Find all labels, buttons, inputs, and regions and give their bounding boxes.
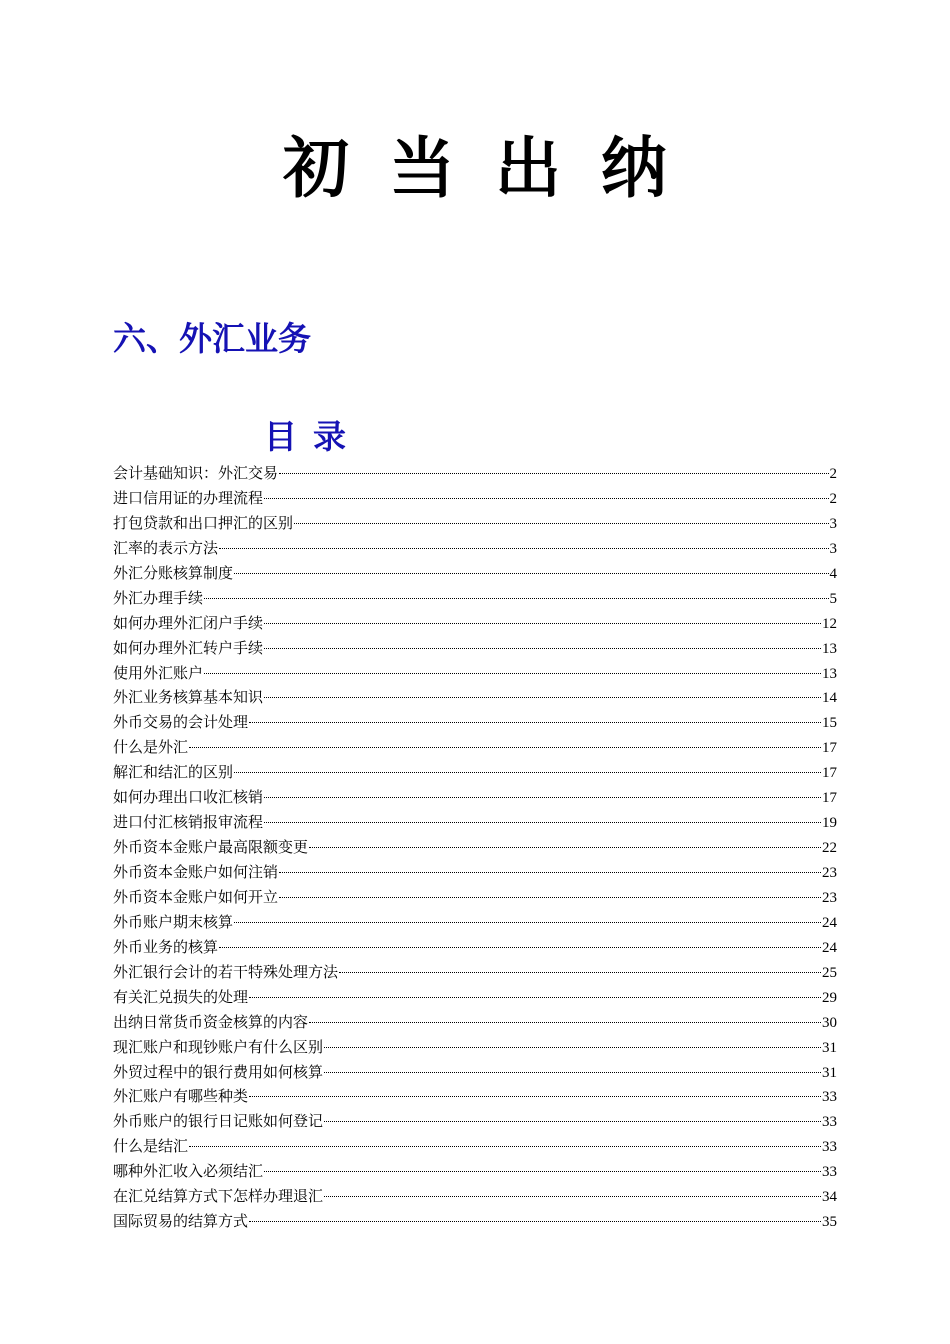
toc-entry[interactable] <box>113 536 837 561</box>
toc-entry-label: 外币资本金账户如何开立 <box>113 887 279 906</box>
toc-entry-label: 进口付汇核销报审流程 <box>113 813 264 832</box>
toc-entry[interactable] <box>113 885 837 910</box>
toc-entry-page-number: 4 <box>829 565 837 582</box>
toc-dot-leader <box>324 1121 821 1122</box>
toc-dot-leader <box>249 722 821 723</box>
toc-entry-page-number: 34 <box>822 1189 837 1206</box>
toc-entry-label: 外币账户的银行日记账如何登记 <box>113 1112 324 1131</box>
toc-dot-leader <box>264 1171 821 1172</box>
toc-entry[interactable] <box>113 611 837 636</box>
toc-entry-label: 外币交易的会计处理 <box>113 713 249 732</box>
toc-entry[interactable] <box>113 661 837 686</box>
toc-entry-label: 在汇兑结算方式下怎样办理退汇 <box>113 1187 324 1206</box>
toc-entry-label: 外汇办理手续 <box>113 588 204 607</box>
toc-dot-leader <box>249 997 821 998</box>
toc-entry-page-number: 33 <box>822 1139 837 1156</box>
toc-dot-leader <box>279 473 828 474</box>
toc-entry-page-number: 22 <box>822 840 837 857</box>
toc-entry-label: 哪种外汇收入必须结汇 <box>113 1162 264 1181</box>
toc-entry-page-number: 14 <box>822 690 837 707</box>
toc-dot-leader <box>234 772 821 773</box>
toc-dot-leader <box>189 747 821 748</box>
toc-entry-label: 外币业务的核算 <box>113 937 219 956</box>
toc-entry-page-number: 33 <box>822 1089 837 1106</box>
toc-entry-label: 现汇账户和现钞账户有什么区别 <box>113 1037 324 1056</box>
toc-entry-page-number: 23 <box>822 865 837 881</box>
toc-entry-page-number: 23 <box>822 889 837 906</box>
toc-dot-leader <box>264 623 821 624</box>
toc-entry[interactable] <box>113 1010 837 1035</box>
toc-entry-page-number: 2 <box>829 466 837 482</box>
toc-entry[interactable] <box>113 1060 837 1085</box>
toc-entry-page-number: 17 <box>822 790 837 807</box>
toc-entry[interactable] <box>113 1035 837 1060</box>
toc-entry-page-number: 5 <box>829 590 837 607</box>
section-heading: 六、外汇业务 <box>113 319 311 358</box>
toc-entry-label: 外贸过程中的银行费用如何核算 <box>113 1062 324 1081</box>
toc-entry[interactable] <box>113 835 837 860</box>
toc-entry-label: 有关汇兑损失的处理 <box>113 987 249 1006</box>
toc-entry[interactable] <box>113 586 837 611</box>
toc-dot-leader <box>294 523 828 524</box>
toc-entry[interactable] <box>113 860 837 885</box>
toc-entry-label: 出纳日常货币资金核算的内容 <box>113 1012 309 1031</box>
toc-dot-leader <box>264 697 821 698</box>
toc-entry-page-number: 31 <box>822 1064 837 1081</box>
toc-dot-leader <box>324 1196 821 1197</box>
toc-entry[interactable] <box>113 461 837 486</box>
toc-dot-leader <box>264 797 821 798</box>
toc-entry-page-number: 29 <box>822 989 837 1006</box>
toc-entry-label: 使用外汇账户 <box>113 663 204 682</box>
toc-entry-page-number: 33 <box>822 1164 837 1181</box>
toc-entry-label: 解汇和结汇的区别 <box>113 763 234 782</box>
toc-entry-page-number: 25 <box>822 964 837 981</box>
toc-entry-label: 汇率的表示方法 <box>113 538 219 557</box>
toc-entry-label: 什么是外汇 <box>113 738 189 757</box>
toc-entry-label: 如何办理外汇转户手续 <box>113 638 264 657</box>
toc-entry[interactable] <box>113 760 837 785</box>
toc-entry[interactable] <box>113 1209 837 1234</box>
toc-entry[interactable] <box>113 785 837 810</box>
toc-entry-page-number: 13 <box>822 640 837 657</box>
toc-entry-label: 什么是结汇 <box>113 1137 189 1156</box>
toc-dot-leader <box>264 648 821 649</box>
toc-dot-leader <box>219 947 821 948</box>
toc-entry-label: 外汇银行会计的若干特殊处理方法 <box>113 962 339 981</box>
toc-entry-page-number: 3 <box>829 540 837 557</box>
toc-dot-leader <box>249 1221 821 1222</box>
toc-entry[interactable] <box>113 685 837 710</box>
toc-entry-page-number: 33 <box>822 1114 837 1131</box>
document-title: 初当出纳 <box>283 129 707 207</box>
toc-entry[interactable] <box>113 1109 837 1134</box>
toc-entry[interactable] <box>113 1184 837 1209</box>
toc-entry-label: 打包贷款和出口押汇的区别 <box>113 513 294 532</box>
toc-entry[interactable] <box>113 735 837 760</box>
toc-entry-page-number: 13 <box>822 665 837 682</box>
toc-entry[interactable] <box>113 636 837 661</box>
toc-entry-label: 外汇账户有哪些种类 <box>113 1087 249 1106</box>
toc-entry-page-number: 30 <box>822 1014 837 1031</box>
toc-dot-leader <box>249 1096 821 1097</box>
toc-dot-leader <box>204 598 828 599</box>
toc-entry-label: 国际贸易的结算方式 <box>113 1212 249 1231</box>
toc-entry-label: 会计基础知识：外汇交易 <box>113 464 279 482</box>
toc-entry-page-number: 24 <box>822 914 837 931</box>
toc-entry[interactable] <box>113 511 837 536</box>
toc-dot-leader <box>279 872 821 873</box>
toc-dot-leader <box>339 972 821 973</box>
toc-entry[interactable] <box>113 1084 837 1109</box>
toc-dot-leader <box>309 1022 821 1023</box>
toc-entry-label: 外币账户期末核算 <box>113 912 234 931</box>
toc-entry-page-number: 31 <box>822 1039 837 1056</box>
toc-entry-label: 进口信用证的办理流程 <box>113 488 264 507</box>
toc-entry-page-number: 2 <box>829 490 837 507</box>
toc-entry[interactable] <box>113 486 837 511</box>
toc-heading: 目录 <box>264 417 362 456</box>
toc-dot-leader <box>324 1072 821 1073</box>
toc-entry-label: 外汇业务核算基本知识 <box>113 688 264 707</box>
toc-entry-label: 外币资本金账户最高限额变更 <box>113 838 309 857</box>
toc-entry[interactable] <box>113 910 837 935</box>
toc-entry[interactable] <box>113 1134 837 1159</box>
toc-entry[interactable] <box>113 1159 837 1184</box>
toc-entry-page-number: 35 <box>822 1214 837 1231</box>
toc-dot-leader <box>204 673 821 674</box>
toc-entry-page-number: 17 <box>822 740 837 757</box>
toc-dot-leader <box>324 1047 821 1048</box>
toc-dot-leader <box>309 847 821 848</box>
toc-entry[interactable] <box>113 985 837 1010</box>
toc-dot-leader <box>234 922 821 923</box>
toc-dot-leader <box>279 897 821 898</box>
toc-entry-page-number: 17 <box>822 765 837 782</box>
toc-dot-leader <box>264 498 828 499</box>
table-of-contents <box>113 461 837 1234</box>
toc-entry[interactable] <box>113 810 837 835</box>
toc-entry-page-number: 3 <box>829 515 837 532</box>
toc-dot-leader <box>234 573 828 574</box>
toc-entry[interactable] <box>113 960 837 985</box>
toc-dot-leader <box>189 1146 821 1147</box>
toc-entry-page-number: 12 <box>822 615 837 632</box>
toc-entry[interactable] <box>113 561 837 586</box>
toc-dot-leader <box>264 822 821 823</box>
toc-entry[interactable] <box>113 935 837 960</box>
toc-entry-label: 如何办理出口收汇核销 <box>113 788 264 807</box>
toc-entry-page-number: 19 <box>822 815 837 832</box>
toc-entry-label: 外币资本金账户如何注销 <box>113 863 279 881</box>
toc-entry-label: 如何办理外汇闭户手续 <box>113 613 264 632</box>
toc-entry[interactable] <box>113 710 837 735</box>
toc-entry-page-number: 15 <box>822 715 837 732</box>
toc-entry-page-number: 24 <box>822 939 837 956</box>
toc-entry-label: 外汇分账核算制度 <box>113 563 234 582</box>
toc-dot-leader <box>219 548 828 549</box>
